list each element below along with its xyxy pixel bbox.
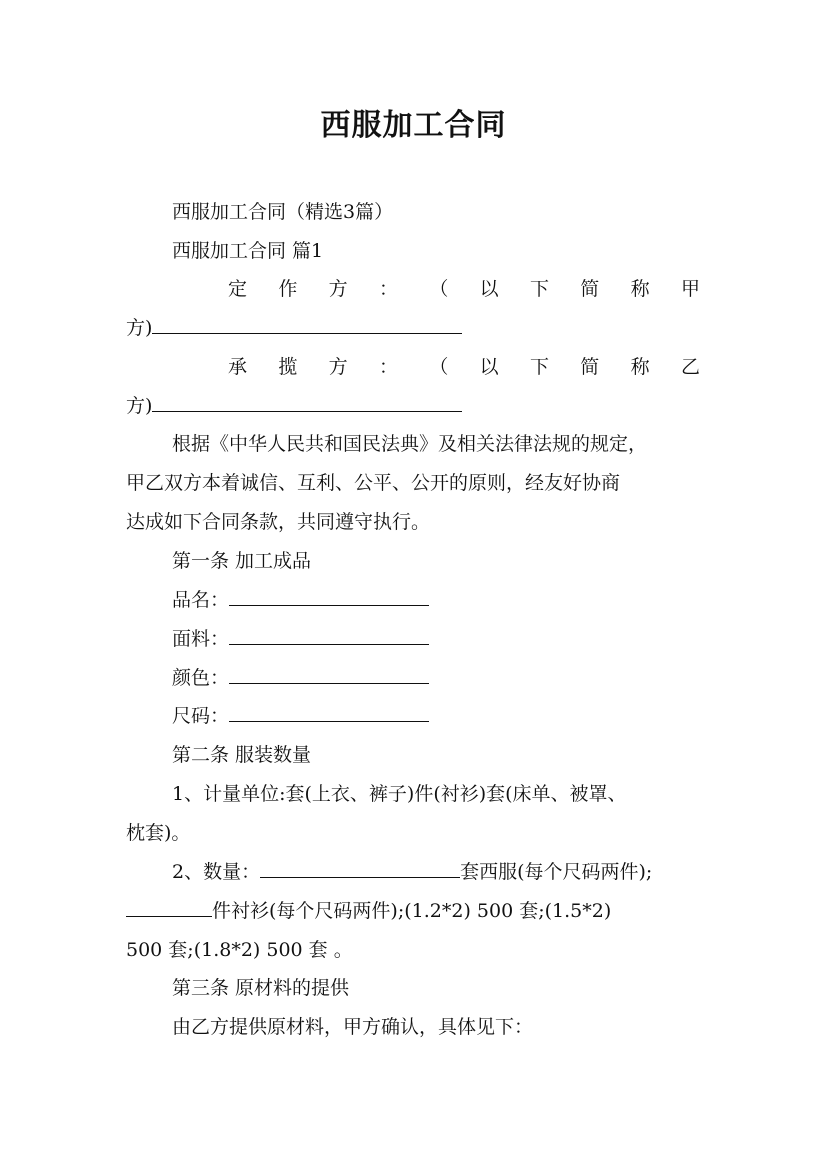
party-a-blank[interactable] bbox=[152, 315, 462, 334]
party-b-blank[interactable] bbox=[152, 393, 462, 412]
piece-heading: 西服加工合同 篇1 bbox=[172, 240, 324, 262]
size-blank[interactable] bbox=[229, 703, 429, 722]
shirt-quantity-blank[interactable] bbox=[126, 898, 212, 917]
article-2-item-1-line-1: 1、计量单位:套(上衣、裤子)件(衬衫)套(床单、被罩、 bbox=[172, 783, 627, 805]
document-title: 西服加工合同 bbox=[320, 108, 507, 143]
suit-quantity-blank[interactable] bbox=[260, 859, 460, 878]
party-b-line: 承 揽 方 ： （ 以 下 简 称 乙 bbox=[228, 356, 700, 378]
article-3-line-1: 由乙方提供原材料，甲方确认，具体见下： bbox=[172, 1016, 534, 1038]
preamble-line-1: 根据《中华人民共和国民法典》及相关法律法规的规定， bbox=[172, 433, 648, 455]
article-2-item-1-line-2: 枕套)。 bbox=[126, 822, 191, 844]
color-blank[interactable] bbox=[229, 665, 429, 684]
party-b-name-field: 方) bbox=[126, 393, 700, 419]
subtitle: 西服加工合同（精选3篇） bbox=[172, 201, 394, 223]
field-color: 颜色： bbox=[126, 665, 700, 691]
field-fabric: 面料： bbox=[126, 626, 700, 652]
product-name-blank[interactable] bbox=[229, 587, 429, 606]
field-size: 尺码： bbox=[126, 703, 700, 729]
field-product-name: 品名： bbox=[126, 587, 700, 613]
article-2-item-2-line-3: 500 套;(1.8*2) 500 套 。 bbox=[126, 939, 353, 961]
party-a-name-field: 方) bbox=[126, 315, 700, 341]
preamble-line-2: 甲乙双方本着诚信、互利、公平、公开的原则，经友好协商 bbox=[126, 472, 621, 494]
article-2-heading: 第二条 服装数量 bbox=[172, 744, 312, 766]
article-1-heading: 第一条 加工成品 bbox=[172, 550, 312, 572]
article-2-item-2-line-1: 2、数量： 套西服(每个尺码两件); bbox=[172, 861, 653, 883]
article-3-heading: 第三条 原材料的提供 bbox=[172, 977, 350, 999]
party-a-line: 定 作 方 ： （ 以 下 简 称 甲 bbox=[228, 278, 700, 300]
article-2-item-2-line-2: 件衬衫(每个尺码两件);(1.2*2) 500 套;(1.5*2) bbox=[126, 898, 700, 924]
preamble-line-3: 达成如下合同条款，共同遵守执行。 bbox=[126, 511, 431, 533]
fabric-blank[interactable] bbox=[229, 626, 429, 645]
